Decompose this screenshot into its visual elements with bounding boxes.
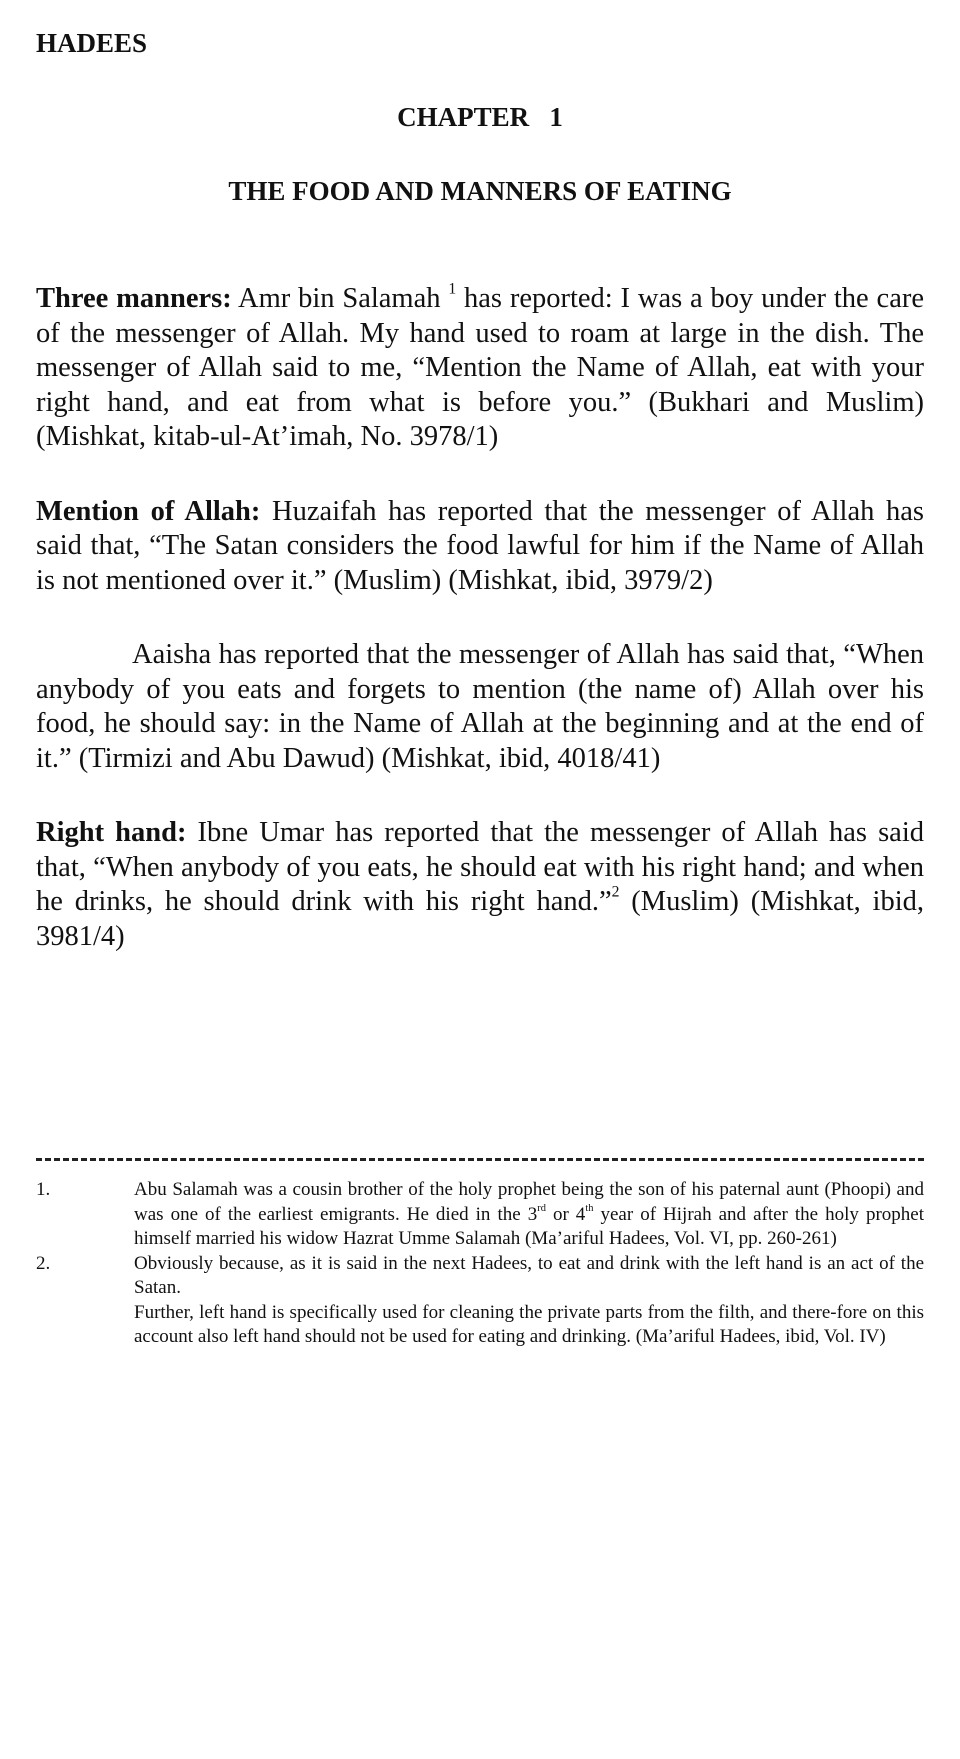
footnote-text-part: or 4 xyxy=(545,1203,586,1225)
paragraph-text: has reported: I was a boy under the care of the messenger of Allah. My hand used to roam at large in the dish. The messenger of Allah said to me, “Mention the Name of Allah, eat with your right hand, and eat from what is before you.” (Bukhari and Muslim) (Mishkat, kitab-ul-At’imah, No. 3978/1) xyxy=(36,283,924,452)
footnote-text-part: Obviously because, as it is said in the next Hadees, to eat and drink with the left hand is an act of the Satan. xyxy=(134,1252,924,1298)
paragraph-text: Amr bin Salamah xyxy=(231,283,449,314)
paragraph-aaisha: Aaisha has reported that the messenger of Allah has said that, “When anybody of you eats and forgets to mention (the name of) Allah over his food, he should say: in the Name of Allah at the beginning and at the end of it.” (Tirmizi and Abu Dawud) (Mishkat, ibid, 4018/41) xyxy=(36,639,924,774)
footnote-number: 2. xyxy=(36,1252,51,1274)
footnote-2 xyxy=(36,1252,924,1350)
paragraph-label: Right hand: xyxy=(36,817,187,848)
footnote-text-part: year of Hijrah and after the holy prophet himself married his widow Hazrat Umme Salamah (Ma’ariful Hadees, Vol. VI, pp. 260-261) xyxy=(134,1203,924,1249)
chapter-title: THE FOOD AND MANNERS OF EATING xyxy=(228,176,732,206)
paragraph-right-hand xyxy=(36,816,924,954)
footnote-text xyxy=(134,1252,924,1350)
footnote-text-part: Abu Salamah was a cousin brother of the holy prophet being the son of his paternal aunt (Phoopi) and was one of the earliest emigrants. He died in the 3 xyxy=(134,1179,924,1225)
footnote-ref[interactable]: 2 xyxy=(611,883,620,901)
footnote-text-part: Further, left hand is specifically used for cleaning the private parts from the filth, and there-fore on this account also left hand should not be used for eating and drinking. (Ma’ariful Hadees, ibid, Vol. IV) xyxy=(134,1301,924,1347)
ordinal-suffix: th xyxy=(585,1202,594,1214)
paragraph-text: Ibne Umar has reported that the messenger of Allah has said that, “When anybody of you eats, he should eat with his right hand; and when he drinks, he should drink with his right hand.” xyxy=(36,817,924,917)
footnote-ref[interactable]: 1 xyxy=(448,280,457,298)
chapter-heading: CHAPTER 1 xyxy=(397,102,563,132)
paragraph-text: Huzaifah has reported that the messenger of Allah has said that, “The Satan considers the food lawful for him if the Name of Allah is not mentioned over it.” (Muslim) (Mishkat, ibid, 3979/2) xyxy=(36,495,924,596)
footnote-number: 1. xyxy=(36,1179,51,1200)
paragraph-mention-of-allah xyxy=(36,495,924,599)
paragraph-label: Three manners: xyxy=(36,283,232,314)
footnote-text xyxy=(134,1178,924,1252)
footnotes xyxy=(36,1178,924,1350)
running-head: HADEES xyxy=(36,28,148,58)
paragraph-three-manners xyxy=(36,282,924,455)
paragraph-label: Mention of Allah: xyxy=(36,495,261,527)
footnote-1 xyxy=(36,1178,924,1252)
body-text xyxy=(36,282,924,994)
footnote-separator xyxy=(36,1158,924,1161)
ordinal-suffix: rd xyxy=(537,1202,546,1214)
paragraph-text: (Muslim) (Mishkat, ibid, 3981/4) xyxy=(36,886,924,952)
